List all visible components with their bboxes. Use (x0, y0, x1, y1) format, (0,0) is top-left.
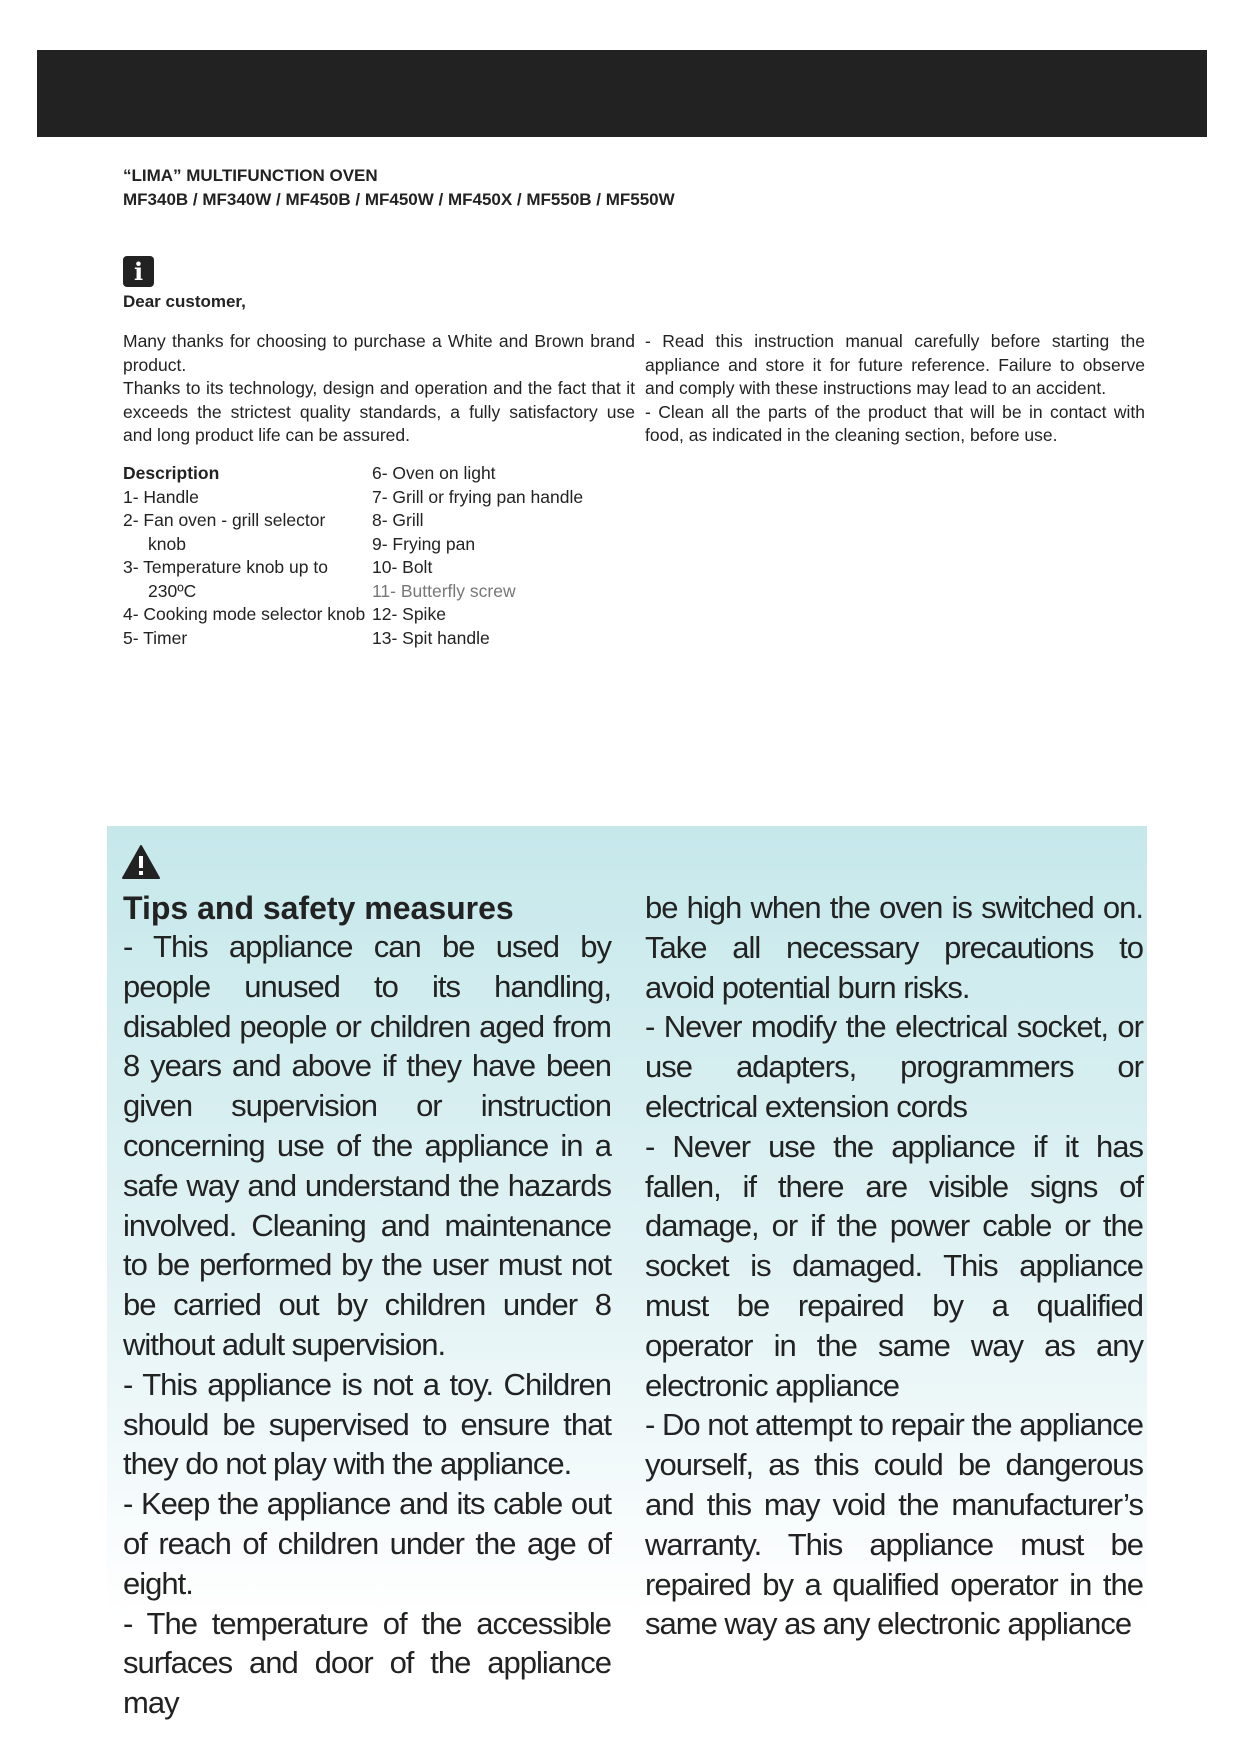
description-item: 11- Butterfly screw (372, 580, 516, 601)
description-item: 4- Cooking mode selector knob (123, 604, 366, 624)
description-column-1 (123, 462, 368, 650)
description-item: 6- Oven on light (372, 463, 496, 483)
description-item: 12- Spike (372, 604, 446, 624)
greeting: Dear customer, (123, 292, 246, 311)
description-item: 7- Grill or frying pan handle (372, 486, 584, 507)
description-item: 3- Temperature knob up to 230ºC (123, 557, 328, 601)
note-read-manual: - Read this instruction manual carefully before starting the appliance and store it for future reference. Failure to observe and comply with these instructions may lead to an accident. (645, 331, 1145, 398)
intro-notes (645, 330, 1145, 448)
safety-heading: Tips and safety measures (123, 890, 514, 926)
description-heading: Description (123, 463, 220, 483)
safety-paragraph: - Keep the appliance and its cable out of reach of children under the age of eight. (123, 1486, 611, 1601)
safety-column-1 (123, 927, 611, 1723)
safety-paragraph: - Do not attempt to repair the appliance yourself, as this could be dangerous and this may void the manufacturer’s warranty. This appliance must be repaired by a qualified operator in the same way as any electronic appliance (645, 1407, 1143, 1642)
description-item: 13- Spit handle (372, 627, 490, 648)
intro-paragraph-1: Many thanks for choosing to purchase a White and Brown brand product. (123, 331, 635, 375)
description-item: 1- Handle (123, 486, 199, 507)
description-item: 9- Frying pan (372, 533, 476, 554)
safety-paragraph: - This appliance is not a toy. Children should be supervised to ensure that they do not play with the appliance. (123, 1366, 611, 1482)
intro-text (123, 330, 635, 448)
safety-column-2 (645, 888, 1143, 1644)
note-clean-parts: - Clean all the parts of the product that will be in contact with food, as indicated in the cleaning section, before use. (645, 401, 1145, 445)
info-icon: i (123, 256, 154, 287)
safety-paragraph: - Never use the appliance if it has fallen, if there are visible signs of damage, or if the power cable or the socket is damaged. This appliance must be repaired by a qualified operator in the same way as any electronic appliance (645, 1128, 1143, 1403)
safety-paragraph: - This appliance can be used by people unused to its handling, disabled people or children aged from 8 years and above if they have been given supervision or instruction concerning use of the appliance in a safe way and understand the hazards involved. Cleaning and maintenance to be performed by the user must not be carried out by children under 8 without adult supervision. (123, 929, 611, 1362)
description-item: 2- Fan oven - grill selector knob (123, 510, 326, 554)
product-title (123, 164, 675, 212)
product-name: “LIMA” MULTIFUNCTION OVEN (123, 166, 378, 185)
intro-paragraph-2: Thanks to its technology, design and operation and the fact that it exceeds the strictest quality standards, a fully satisfactory use and long product life can be assured. (123, 378, 635, 445)
description-item: 5- Timer (123, 627, 188, 648)
warning-icon (121, 844, 161, 880)
header-bar (37, 50, 1207, 137)
description-column-2 (372, 462, 632, 650)
description-item: 10- Bolt (372, 557, 433, 577)
product-models: MF340B / MF340W / MF450B / MF450W / MF450X / MF550B / MF550W (123, 190, 675, 209)
safety-paragraph: be high when the oven is switched on. Take all necessary precautions to avoid potential burn risks. (645, 890, 1143, 1005)
safety-paragraph: - Never modify the electrical socket, or use adapters, programmers or electrical extension cords (645, 1009, 1143, 1124)
safety-paragraph: - The temperature of the accessible surfaces and door of the appliance may (123, 1605, 611, 1721)
description-item: 8- Grill (372, 510, 424, 530)
